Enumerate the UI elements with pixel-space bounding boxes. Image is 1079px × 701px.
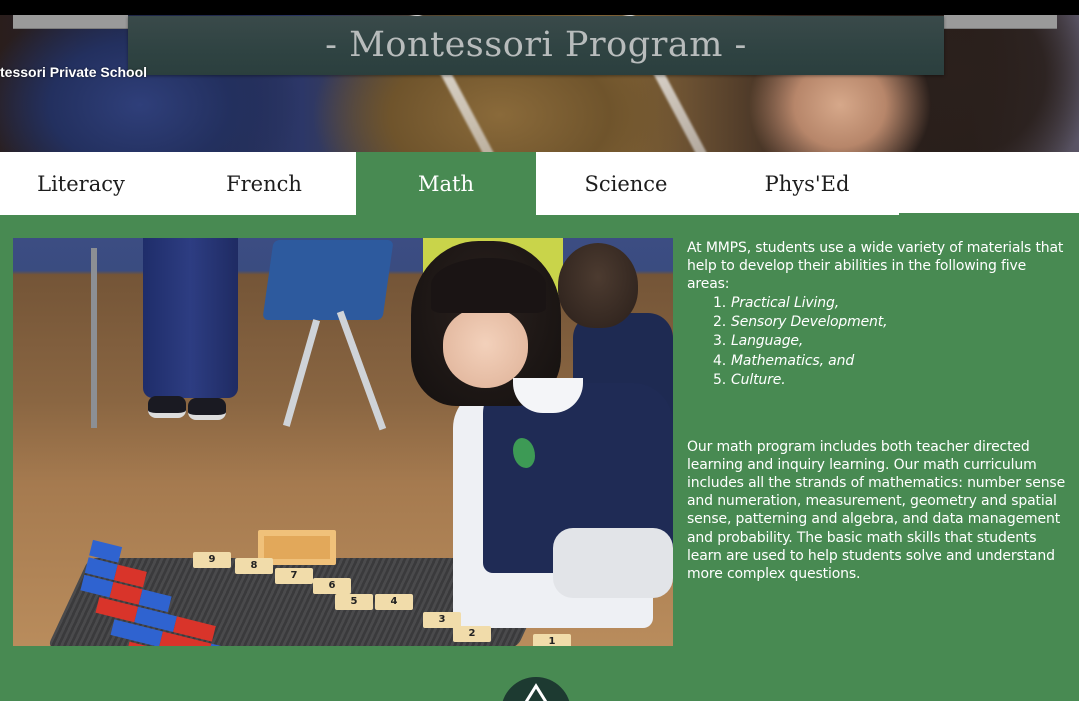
- page-title: - Montessori Program -: [325, 24, 747, 65]
- photo-shoe: [148, 396, 186, 418]
- hero-banner: [0, 15, 1079, 152]
- area-label: Practical Living,: [731, 294, 839, 311]
- area-number: 4.: [712, 352, 726, 369]
- photo-girl-bangs: [431, 258, 546, 313]
- numeral-tile: 4: [375, 594, 413, 610]
- tab-physed[interactable]: Phys'Ed: [764, 171, 850, 196]
- photo-shoe: [188, 398, 226, 420]
- area-item: [707, 313, 1067, 332]
- tab-math[interactable]: Math: [356, 152, 536, 215]
- area-number: 5.: [712, 372, 726, 389]
- tab-science[interactable]: Science: [584, 171, 668, 196]
- numeral-tile: 2: [453, 626, 491, 642]
- tab-bar-background: [899, 152, 1079, 213]
- numeral-tile: 7: [275, 568, 313, 584]
- numeral-tile: 3: [423, 612, 461, 628]
- photo-table-leg: [91, 248, 97, 428]
- program-tabs: [0, 152, 1079, 215]
- area-item: [707, 294, 1067, 313]
- numeral-tile: 1: [533, 634, 571, 646]
- numeral-tile: 9: [193, 552, 231, 568]
- area-item: [707, 371, 1067, 390]
- photo-chair-leg: [283, 319, 320, 427]
- numeral-tile: 6: [313, 578, 351, 594]
- numeral-tile: 8: [235, 558, 273, 574]
- area-item: [707, 332, 1067, 351]
- chevron-up-icon: [523, 683, 549, 701]
- tab-french[interactable]: French: [226, 171, 302, 196]
- areas-list: [707, 294, 1067, 391]
- area-number: 2.: [712, 314, 726, 330]
- photo-chair-leg: [337, 311, 386, 431]
- title-panel: [128, 16, 944, 75]
- hero-grey-bar-right: [944, 15, 1057, 29]
- scroll-to-top-button[interactable]: [501, 677, 571, 701]
- area-item: [707, 352, 1067, 371]
- area-number: 1.: [712, 294, 726, 311]
- area-label: Culture.: [731, 372, 786, 389]
- photo-girl-face: [443, 308, 528, 388]
- area-label: Mathematics, and: [731, 352, 855, 369]
- tab-literacy[interactable]: Literacy: [37, 171, 125, 196]
- photo-boy-head: [558, 243, 638, 328]
- area-number: 3.: [712, 333, 726, 350]
- hero-grey-bar-left: [13, 15, 128, 29]
- math-description: [687, 239, 1067, 583]
- top-black-strip: [0, 0, 1079, 15]
- numeral-tile: 5: [335, 594, 373, 610]
- photo-chair: [262, 240, 393, 320]
- photo-pants: [143, 238, 238, 398]
- photo-girl-legs: [553, 528, 673, 598]
- area-label: Language,: [731, 333, 804, 350]
- school-name[interactable]: tessori Private School: [0, 64, 148, 80]
- math-program-paragraph: Our math program includes both teacher directed learning and inquiry learning. Our math curriculum includes all the strands of mathematics: number sense and numeration, measurement, geometry and spatial sense, patterning and algebra, and data management and probability. The basic math skills that students learn are used to help students solve and understand more complex questions.: [687, 438, 1066, 582]
- intro-text: At MMPS, students use a wide variety of materials that help to develop their abilities in the following five areas:: [687, 240, 1064, 293]
- area-label: Sensory Development,: [731, 314, 888, 330]
- math-photo: [13, 238, 673, 646]
